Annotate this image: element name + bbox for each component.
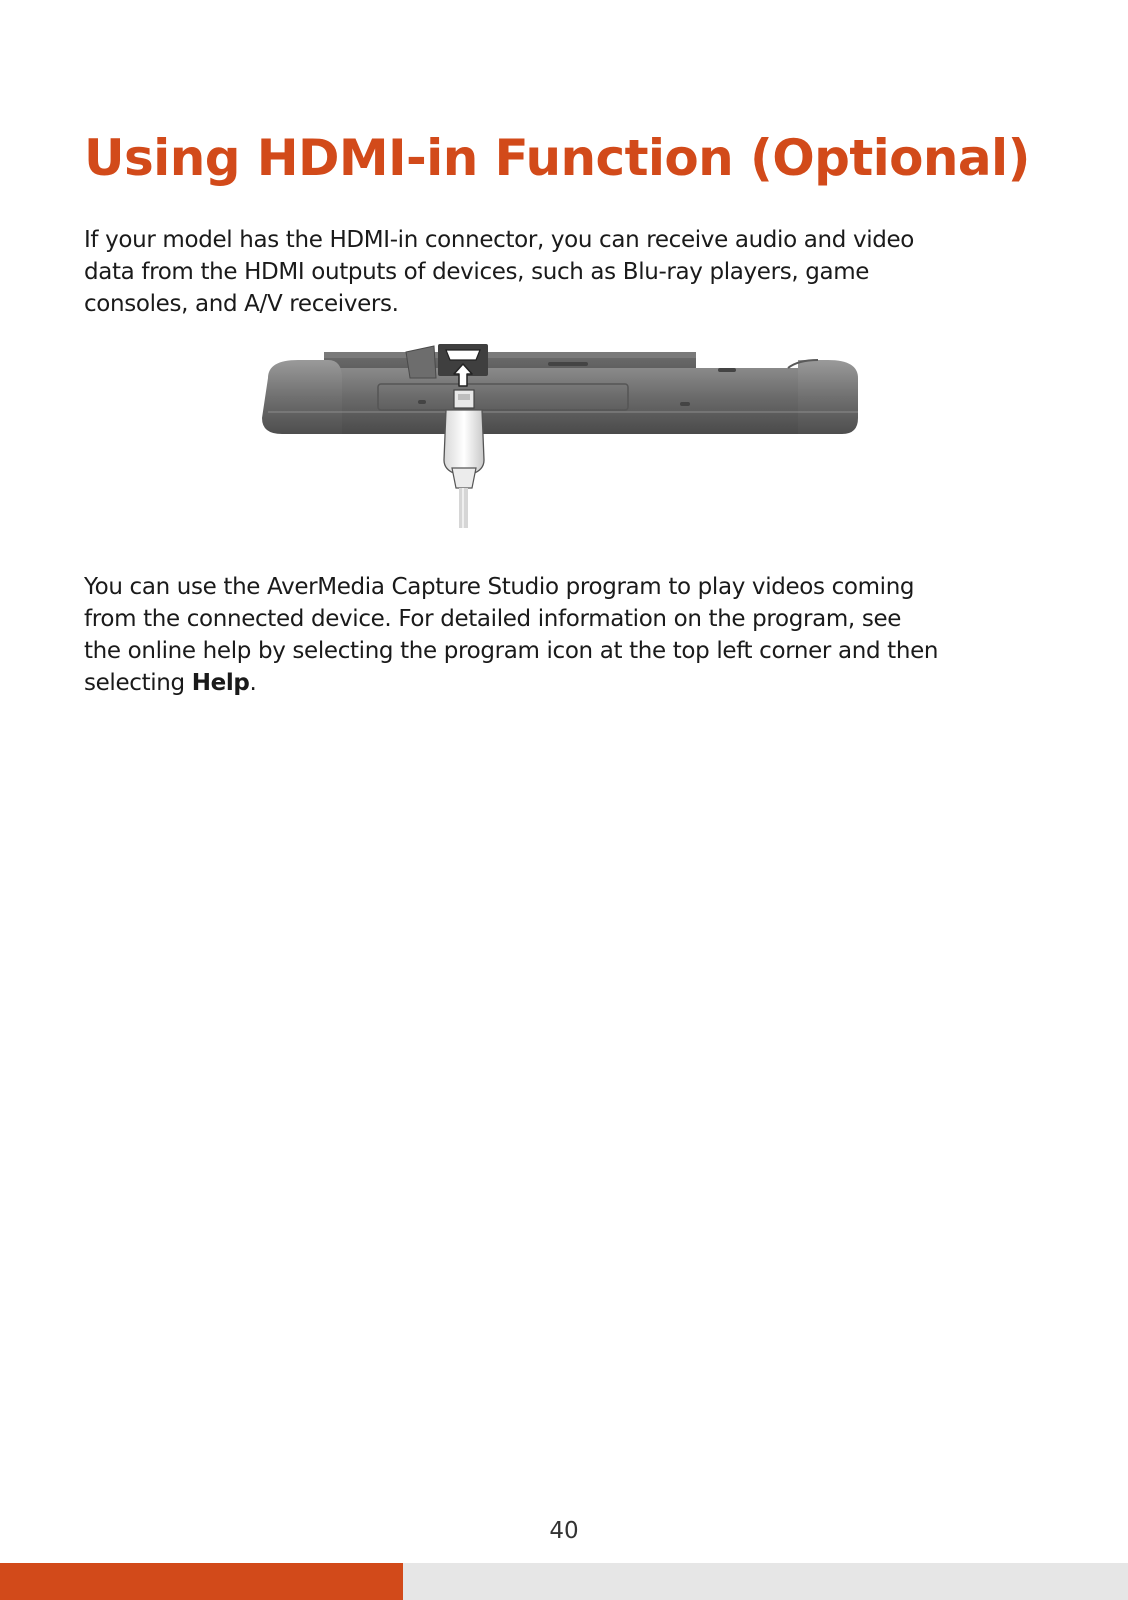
body-line-3: the online help by selecting the program icon at the top left corner and then <box>84 638 939 664</box>
body-line-1: You can use the AverMedia Capture Studio program to play videos coming <box>84 574 915 600</box>
body-line-2: from the connected device. For detailed information on the program, see <box>84 606 902 632</box>
footer-bar <box>0 1563 1128 1600</box>
body-line-4 <box>84 667 1044 699</box>
help-menu-reference: Help <box>191 670 250 696</box>
device-right-grip <box>798 360 858 434</box>
hdmi-connection-illustration <box>258 338 868 538</box>
intro-paragraph <box>84 224 1044 320</box>
body-line-4-prefix: selecting <box>84 670 192 696</box>
body-line-4-suffix: . <box>249 670 257 696</box>
intro-line-3: consoles, and A/V receivers. <box>84 291 399 317</box>
page-number: 40 <box>549 1518 579 1544</box>
port-cover-flap <box>406 346 436 378</box>
intro-line-1: If your model has the HDMI-in connector, you can receive audio and video <box>84 227 915 253</box>
hdmi-plug-body <box>444 410 484 474</box>
page-title: Using HDMI-in Function (Optional) <box>84 129 1030 187</box>
device-left-grip <box>262 360 342 434</box>
intro-line-2: data from the HDMI outputs of devices, such as Blu-ray players, game <box>84 259 870 285</box>
footer-accent <box>0 1563 403 1600</box>
body-paragraph <box>84 571 1044 699</box>
